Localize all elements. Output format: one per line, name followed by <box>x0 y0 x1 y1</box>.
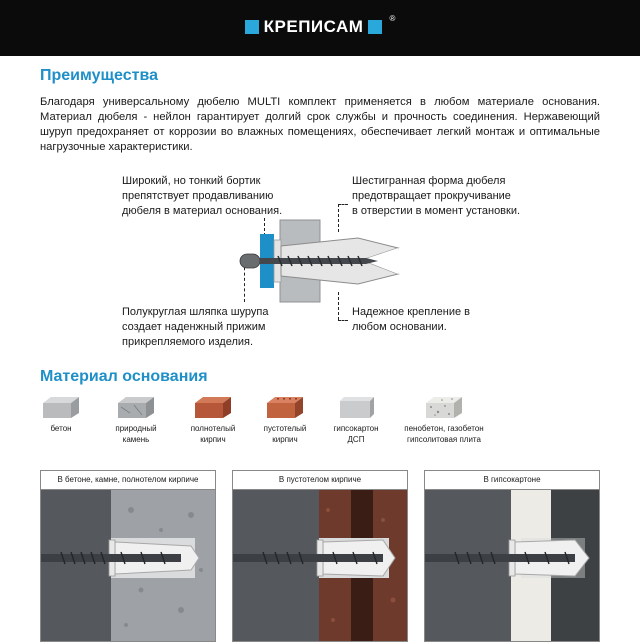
material-aerated-concrete <box>389 395 499 445</box>
annotation-head-line-2: создает наденжный прижим <box>122 321 266 333</box>
annotation-fixing <box>352 305 470 335</box>
leader-line-fix-h <box>338 320 348 321</box>
materials-title: Материал основания <box>40 368 208 385</box>
annotation-hex-line-1: Шестигранная форма дюбеля <box>352 175 506 187</box>
annotation-flange-line-2: препятствует продавливанию <box>122 190 274 202</box>
material-natural-stone-label-2: камень <box>122 435 150 444</box>
drywall-swatch-icon <box>336 395 376 419</box>
logo-square-left-icon <box>245 20 259 34</box>
material-natural-stone-label-1: природный <box>115 424 157 433</box>
natural-stone-swatch-icon <box>116 395 156 419</box>
panel-hollow-brick-caption: В пустотелом кирпиче <box>233 471 407 490</box>
material-hollow-brick-label-2: кирпич <box>272 435 298 444</box>
material-solid-brick-label-2: кирпич <box>200 435 226 444</box>
brand-logo <box>0 14 640 39</box>
annotation-hex-line-2: предотвращает прокручивание <box>352 190 511 202</box>
annotation-hex-line-3: в отверстии в момент установки. <box>352 205 521 217</box>
annotation-screw-head <box>122 305 268 350</box>
advantages-title: Преимущества <box>40 67 158 84</box>
panel-hollow-brick <box>232 470 408 642</box>
annotation-flange <box>122 174 282 219</box>
hollow-brick-swatch-icon <box>265 395 305 419</box>
panel-solid-base <box>40 470 216 642</box>
dowel-cross-section-illustration <box>238 218 408 304</box>
registered-mark: ® <box>389 14 396 23</box>
material-drywall-label-2: ДСП <box>347 435 365 444</box>
material-hollow-brick-label-1: пустотелый <box>263 424 307 433</box>
advantages-text: Благодаря универсальному дюбелю MULTI комплект применяется в любом материале основания. Материал дюбеля - нейлон гарантирует долгий срок службы и прочность соединения. Нержавеющий шуруп предохраняет от коррозии во влажных помещениях, обеспечивает легкий монтаж и оптимальные нагрузочные характеристики. <box>40 96 600 153</box>
annotation-flange-line-1: Широкий, но тонкий бортик <box>122 175 261 187</box>
panel-drywall-caption: В гипсокартоне <box>425 471 599 490</box>
brand-header <box>0 0 640 56</box>
solid-brick-swatch-icon <box>193 395 233 419</box>
material-aerated-concrete-label-1: пенобетон, газобетон <box>404 424 484 433</box>
annotation-head-line-1: Полукруглая шляпка шурупа <box>122 306 269 318</box>
material-drywall-label-1: гипсокартон <box>333 424 379 433</box>
material-concrete-label: бетон <box>50 424 72 433</box>
material-solid-brick-label-1: полнотелый <box>190 424 236 433</box>
concrete-swatch-icon <box>41 395 81 419</box>
panel-drywall <box>424 470 600 642</box>
panel-solid-base-caption: В бетоне, камне, полнотелом кирпиче <box>41 471 215 490</box>
material-aerated-concrete-label-2: гипсолитовая плита <box>407 435 481 444</box>
annotation-fixing-line-1: Надежное крепление в <box>352 306 470 318</box>
annotation-head-line-3: прикрепляемого изделия. <box>122 336 254 348</box>
annotation-fixing-line-2: любом основании. <box>352 321 447 333</box>
material-drywall <box>311 395 401 445</box>
hollow-brick-illustration <box>233 490 407 641</box>
annotation-flange-line-3: дюбеля в материал основания. <box>122 205 283 217</box>
brand-name: КРЕПИСАМ <box>263 17 364 36</box>
solid-base-illustration <box>41 490 215 641</box>
leader-line-hex-h <box>338 204 348 205</box>
logo-square-right-icon <box>368 20 382 34</box>
screw-head <box>240 254 260 268</box>
drywall-illustration <box>425 490 599 641</box>
aerated-concrete-swatch-icon <box>424 395 464 419</box>
annotation-hex-shape <box>352 174 520 219</box>
